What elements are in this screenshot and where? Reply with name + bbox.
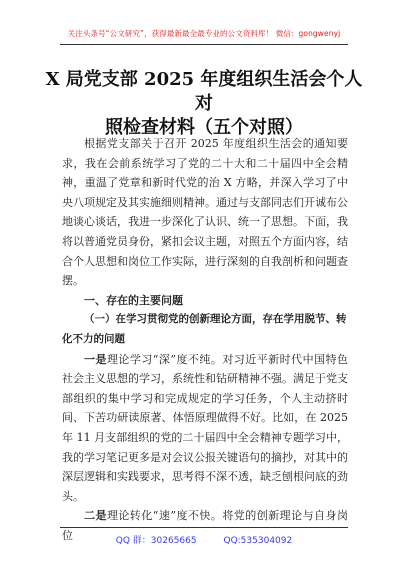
footer-contacts [0,533,408,546]
title-line-1: X 局党支部 2025 年度组织生活会个人对 [45,69,363,114]
section-heading: 一、存在的主要问题 [84,293,183,307]
promo-banner: 关注头条号“公文研究”，获得最新最全最专业的公文资料库！ 微信：gongwenyj [67,29,341,38]
qq-group: QQ 群：30265665 [115,536,197,546]
paragraph-2-lead: 二是 [84,509,107,523]
intro-paragraph: 根据党支部关于召开 2025 年度组织生活会的通知要求，我在会前系统学习了党的二十大和二十届四中全会精神，重温了党章和新时代党的治 X 方略，并深入学习了中央八项规定及其实施细则精神。通过与支部同志们开诚布公地谈心谈话，我进一步深化了认识、统一了思想。下面，我将以普通党员身份，紧扣会议主题，对照五个方面内容，结合个人思想和岗位工作实际，进行深刻的自我剖析和问题查摆。 [62,137,348,288]
qq-contact: QQ:535304092 [223,536,293,546]
subsection-heading: （一）在学习贯彻党的创新理论方面，存在学用脱节、转化不力的问题 [62,313,347,345]
document-body [62,134,348,545]
header-divider [60,44,348,45]
document-title [40,68,368,140]
title-line-2: 照检查材料（五个对照） [105,117,303,138]
paragraph-1 [62,350,348,507]
paragraph-1-lead: 一是 [84,352,107,366]
footer-divider [60,527,348,528]
paragraph-2-text: 理论转化“速”度不快。将党的创新理论与自身岗位 [62,509,348,542]
paragraph-1-text: 理论学习“深”度不纯。对习近平新时代中国特色社会主义思想的学习，系统性和钻研精神不强。满足于党支部组织的集中学习和完成规定的学习任务，个人主动挤时间、下苦功研读原著、体悟原理做得不好。比如，在 2025 年 11 月支部组织的党的二十届四中全会精神专题学习中，我的学习笔记更多是对会议公报关键语句的摘抄，对其中的深层逻辑和实践要求，思考得不深不透，缺乏刨根问底的劲头。 [62,352,348,503]
